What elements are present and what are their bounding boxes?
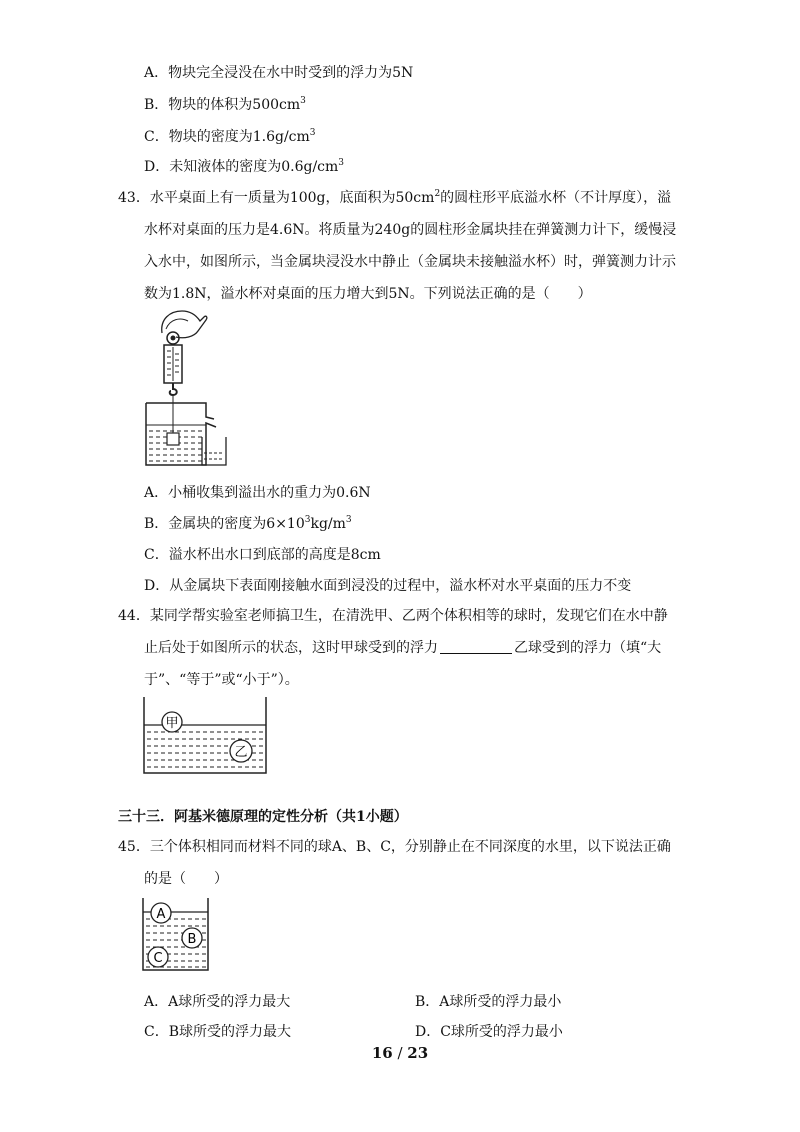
- q44-text-line-2: 止后处于如图所示的状态，这时甲球受到的浮力 乙球受到的浮力（填“大: [144, 640, 662, 656]
- q45-option-d: D．C球所受的浮力最小: [415, 1024, 563, 1040]
- svg-text:甲: 甲: [165, 716, 179, 731]
- q42-option-c: C．物块的密度为$1.6g/cm^3$: [144, 128, 316, 145]
- q45-option-a: A．A球所受的浮力最大: [144, 994, 291, 1010]
- page-number: 16 / 23: [371, 1044, 429, 1062]
- svg-text:A: A: [156, 907, 166, 922]
- q45-figure-tank: [140, 896, 212, 972]
- q44-text-line-1: 44．某同学帮实验室老师搞卫生，在清洗甲、乙两个体积相等的球时，发现它们在水中静: [118, 608, 668, 624]
- q43-option-d: D．从金属块下表面刚接触水面到浸没的过程中，溢水杯对水平桌面的压力不变: [144, 578, 632, 594]
- answer-blank[interactable]: [440, 639, 512, 654]
- q43-text-line-1: 43．水平桌面上有一质量为100g，底面积为$50cm^2$的圆柱形平底溢水杯（不计厚度），溢: [118, 189, 672, 206]
- q42-option-a: A．物块完全浸没在水中时受到的浮力为5N: [144, 65, 414, 81]
- svg-text:B: B: [187, 932, 197, 947]
- q43-text-line-4: 数为1.8N，溢水杯对桌面的压力增大到5N。下列说法正确的是（ ）: [144, 286, 592, 302]
- q45-text-line-1: 45．三个体积相同而材料不同的球A、B、C，分别静止在不同深度的水里，以下说法正确: [118, 839, 671, 855]
- q43-option-c: C．溢水杯出水口到底部的高度是8cm: [144, 547, 381, 563]
- q45-option-c: C．B球所受的浮力最大: [144, 1024, 291, 1040]
- q42-option-d: D．未知液体的密度为$0.6g/cm^3$: [144, 158, 345, 175]
- q43-option-b: B．金属块的密度为$6\times 10^3kg/m^3$: [144, 515, 352, 532]
- section-heading: 三十三．阿基米德原理的定性分析（共1小题）: [118, 809, 408, 825]
- svg-text:乙: 乙: [234, 745, 248, 760]
- q45-option-b: B．A球所受的浮力最小: [415, 994, 562, 1010]
- q43-text-line-2: 水杯对桌面的压力是4.6N。将质量为240g的圆柱形金属块挂在弹簧测力计下，缓慢浸: [144, 222, 677, 238]
- q45-text-line-2: 的是（ ）: [144, 871, 228, 887]
- q43-text-line-3: 入水中，如图所示，当金属块浸没水中静止（金属块未接触溢水杯）时，弹簧测力计示: [144, 254, 676, 270]
- q44-text-line-3: 于”、“等于”或“小于”）。: [144, 672, 299, 688]
- q43-option-a: A．小桶收集到溢出水的重力为0.6N: [144, 485, 371, 501]
- svg-text:C: C: [153, 951, 163, 966]
- q44-figure-tank: [140, 695, 270, 775]
- q43-figure-spring-scale: [140, 305, 240, 470]
- q42-option-b: B．物块的体积为$500cm^3$: [144, 96, 306, 113]
